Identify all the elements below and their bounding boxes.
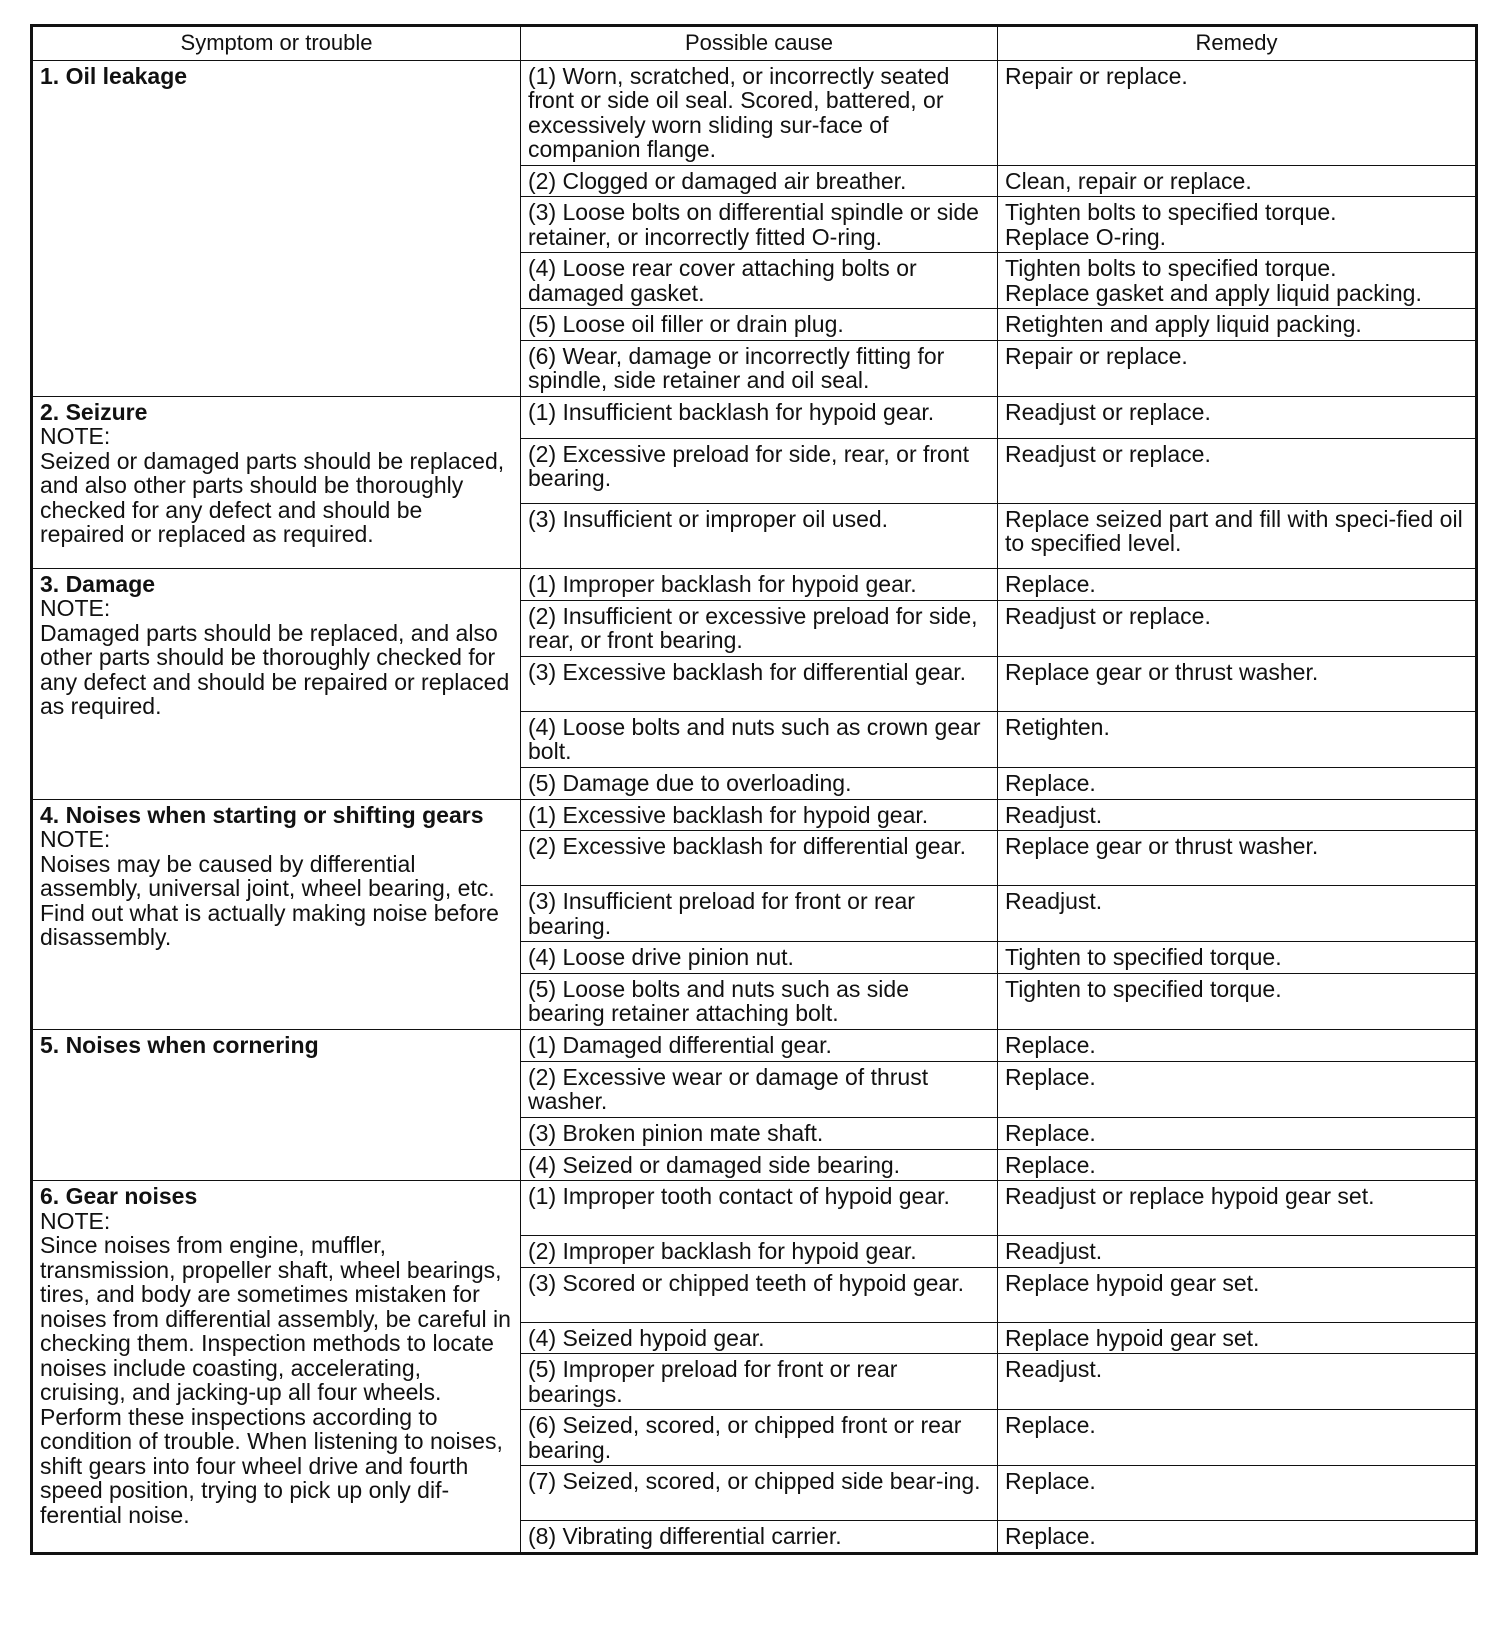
cause-text: (4) Loose rear cover attaching bolts or damaged gasket. bbox=[528, 255, 917, 306]
cause-cell bbox=[521, 1267, 998, 1322]
cause-text: (1) Damaged differential gear. bbox=[528, 1031, 832, 1058]
header-row bbox=[32, 26, 1477, 61]
cause-text: (5) Improper preload for front or rear bearings. bbox=[528, 1356, 898, 1407]
cause-text: (1) Improper backlash for hypoid gear. bbox=[528, 570, 917, 597]
symptom-title: 2. Seizure bbox=[40, 398, 148, 425]
remedy-text: Tighten bolts to specified torque. Replace gasket and apply liquid packing. bbox=[1005, 255, 1422, 306]
cause-cell bbox=[521, 1029, 998, 1061]
note-text: Seized or damaged parts should be replaced, and also other parts should be thoroughly checked for any defect and should be repaired or replaced as required. bbox=[40, 447, 505, 547]
remedy-text: Replace hypoid gear set. bbox=[1005, 1324, 1260, 1351]
remedy-cell bbox=[998, 973, 1477, 1029]
cause-cell bbox=[521, 503, 998, 568]
remedy-text: Replace. bbox=[1005, 1468, 1096, 1494]
remedy-cell bbox=[998, 1117, 1477, 1149]
cause-cell bbox=[521, 1322, 998, 1354]
remedy-text: Replace gear or thrust washer. bbox=[1005, 658, 1319, 685]
remedy-cell bbox=[998, 831, 1477, 886]
cause-cell bbox=[521, 973, 998, 1029]
cause-text: (3) Loose bolts on differential spindle or side retainer, or incorrectly fitted O-ring. bbox=[528, 199, 979, 250]
header-cause: Possible cause bbox=[521, 26, 998, 61]
cause-cell bbox=[521, 886, 998, 942]
remedy-text: Tighten to specified torque. bbox=[1005, 944, 1282, 970]
remedy-cell bbox=[998, 1236, 1477, 1268]
cause-text: (6) Wear, damage or incorrectly fitting for spindle, side retainer and oil seal. bbox=[528, 342, 945, 393]
note-label: NOTE: bbox=[40, 826, 111, 852]
cause-text: (4) Seized hypoid gear. bbox=[528, 1324, 765, 1351]
cause-cell bbox=[521, 1117, 998, 1149]
troubleshooting-table bbox=[30, 24, 1478, 1555]
header-remedy: Remedy bbox=[998, 26, 1477, 61]
cause-cell bbox=[521, 438, 998, 503]
remedy-text: Readjust. bbox=[1005, 1238, 1103, 1264]
remedy-cell bbox=[998, 503, 1477, 568]
remedy-cell bbox=[998, 942, 1477, 974]
remedy-text: Tighten bolts to specified torque. Replace O-ring. bbox=[1005, 199, 1337, 250]
remedy-cell bbox=[998, 656, 1477, 711]
cause-cell bbox=[521, 1354, 998, 1410]
note-label: NOTE: bbox=[40, 1207, 111, 1234]
symptom-title: 3. Damage bbox=[40, 570, 156, 597]
remedy-text: Readjust. bbox=[1005, 801, 1103, 828]
cause-text: (7) Seized, scored, or chipped side bear-ing. bbox=[528, 1468, 981, 1494]
cause-text: (3) Excessive backlash for differential gear. bbox=[528, 658, 967, 685]
cause-cell bbox=[521, 1181, 998, 1236]
remedy-text: Readjust or replace hypoid gear set. bbox=[1005, 1183, 1375, 1209]
remedy-text: Repair or replace. bbox=[1005, 342, 1188, 369]
cause-cell bbox=[521, 656, 998, 711]
cause-text: (2) Excessive backlash for differential gear. bbox=[528, 833, 967, 859]
remedy-cell bbox=[998, 1061, 1477, 1117]
remedy-text: Replace. bbox=[1005, 1412, 1096, 1438]
cause-text: (3) Broken pinion mate shaft. bbox=[528, 1119, 824, 1146]
cause-cell bbox=[521, 1149, 998, 1181]
remedy-cell bbox=[998, 1410, 1477, 1466]
cause-cell bbox=[521, 1410, 998, 1466]
cause-text: (2) Clogged or damaged air breather. bbox=[528, 167, 907, 194]
remedy-cell bbox=[998, 165, 1477, 197]
cause-cell bbox=[521, 309, 998, 341]
cause-cell bbox=[521, 60, 998, 165]
troubleshooting-sheet bbox=[30, 24, 1475, 1555]
cause-text: (8) Vibrating differential carrier. bbox=[528, 1523, 842, 1549]
remedy-cell bbox=[998, 1267, 1477, 1322]
remedy-cell bbox=[998, 1354, 1477, 1410]
table-row bbox=[32, 1181, 1477, 1236]
cause-cell bbox=[521, 1521, 998, 1554]
cause-text: (3) Insufficient preload for front or rear bearing. bbox=[528, 888, 915, 939]
note-label: NOTE: bbox=[40, 595, 111, 621]
remedy-text: Replace. bbox=[1005, 1063, 1096, 1090]
remedy-text: Retighten. bbox=[1005, 713, 1110, 740]
cause-cell bbox=[521, 165, 998, 197]
remedy-cell bbox=[998, 1322, 1477, 1354]
note-label: NOTE: bbox=[40, 423, 111, 449]
cause-text: (5) Damage due to overloading. bbox=[528, 769, 852, 796]
cause-text: (3) Scored or chipped teeth of hypoid gear. bbox=[528, 1269, 965, 1296]
symptom-cell bbox=[32, 799, 521, 1029]
remedy-text: Replace. bbox=[1005, 1119, 1096, 1146]
remedy-text: Replace seized part and fill with speci-fied oil to specified level. bbox=[1005, 505, 1463, 556]
remedy-text: Readjust. bbox=[1005, 1356, 1103, 1382]
cause-text: (5) Loose bolts and nuts such as side bearing retainer attaching bolt. bbox=[528, 975, 910, 1026]
symptom-title: 1. Oil leakage bbox=[40, 62, 188, 89]
remedy-cell bbox=[998, 568, 1477, 600]
cause-cell bbox=[521, 767, 998, 799]
cause-text: (4) Seized or damaged side bearing. bbox=[528, 1151, 901, 1178]
cause-text: (4) Loose drive pinion nut. bbox=[528, 944, 794, 970]
remedy-cell bbox=[998, 799, 1477, 831]
cause-text: (2) Insufficient or excessive preload for side, rear, or front bearing. bbox=[528, 602, 978, 653]
symptom-cell bbox=[32, 396, 521, 568]
remedy-text: Retighten and apply liquid packing. bbox=[1005, 311, 1362, 337]
cause-cell bbox=[521, 197, 998, 253]
cause-text: (1) Worn, scratched, or incorrectly seated front or side oil seal. Scored, battered, or excessively worn sliding sur-face of companion flange. bbox=[528, 62, 950, 162]
remedy-cell bbox=[998, 396, 1477, 438]
remedy-text: Replace. bbox=[1005, 1151, 1096, 1178]
cause-cell bbox=[521, 1061, 998, 1117]
remedy-cell bbox=[998, 600, 1477, 656]
table-row bbox=[32, 1029, 1477, 1061]
table-row bbox=[32, 568, 1477, 600]
symptom-cell bbox=[32, 568, 521, 799]
remedy-cell bbox=[998, 1181, 1477, 1236]
remedy-cell bbox=[998, 1466, 1477, 1521]
symptom-cell bbox=[32, 1029, 521, 1181]
symptom-title: 6. Gear noises bbox=[40, 1183, 198, 1209]
remedy-text: Repair or replace. bbox=[1005, 62, 1188, 89]
remedy-cell bbox=[998, 340, 1477, 396]
remedy-cell bbox=[998, 438, 1477, 503]
remedy-text: Replace. bbox=[1005, 570, 1096, 597]
remedy-text: Replace gear or thrust washer. bbox=[1005, 833, 1319, 859]
note-text: Since noises from engine, muffler, transmission, propeller shaft, wheel bearings, tires, and body are sometimes mistaken for noises from differential assembly, be careful in checking them. Inspection methods to locate noises include coasting, accelerating, cruising, and jacking-up all four wheels. Perform these inspections according to condition of trouble. When listening to noises, shift gears into four wheel drive and fourth speed position, trying to pick up only dif-ferential noise. bbox=[40, 1232, 511, 1528]
remedy-cell bbox=[998, 1149, 1477, 1181]
table-row bbox=[32, 60, 1477, 165]
symptom-title: 4. Noises when starting or shifting gears bbox=[40, 801, 484, 828]
cause-cell bbox=[521, 1466, 998, 1521]
cause-cell bbox=[521, 568, 998, 600]
cause-text: (1) Improper tooth contact of hypoid gear. bbox=[528, 1183, 950, 1209]
cause-cell bbox=[521, 711, 998, 767]
symptom-cell bbox=[32, 1181, 521, 1554]
remedy-text: Tighten to specified torque. bbox=[1005, 975, 1282, 1002]
cause-text: (5) Loose oil filler or drain plug. bbox=[528, 311, 844, 337]
table-row bbox=[32, 396, 1477, 438]
cause-text: (6) Seized, scored, or chipped front or rear bearing. bbox=[528, 1412, 962, 1463]
remedy-text: Replace. bbox=[1005, 769, 1096, 796]
cause-cell bbox=[521, 253, 998, 309]
remedy-cell bbox=[998, 711, 1477, 767]
cause-text: (3) Insufficient or improper oil used. bbox=[528, 505, 889, 532]
remedy-text: Readjust or replace. bbox=[1005, 440, 1211, 467]
remedy-cell bbox=[998, 1521, 1477, 1554]
cause-text: (1) Insufficient backlash for hypoid gear. bbox=[528, 398, 935, 425]
table-row bbox=[32, 799, 1477, 831]
remedy-text: Replace hypoid gear set. bbox=[1005, 1269, 1260, 1296]
cause-cell bbox=[521, 831, 998, 886]
remedy-text: Replace. bbox=[1005, 1523, 1096, 1549]
table-body bbox=[32, 60, 1477, 1553]
remedy-cell bbox=[998, 1029, 1477, 1061]
remedy-text: Replace. bbox=[1005, 1031, 1096, 1058]
remedy-cell bbox=[998, 309, 1477, 341]
symptom-cell bbox=[32, 60, 521, 396]
remedy-text: Clean, repair or replace. bbox=[1005, 167, 1252, 194]
cause-cell bbox=[521, 396, 998, 438]
note-text: Damaged parts should be replaced, and also other parts should be thoroughly checked for any defect and should be repaired or replaced as required. bbox=[40, 619, 510, 719]
cause-text: (2) Improper backlash for hypoid gear. bbox=[528, 1238, 917, 1264]
remedy-cell bbox=[998, 767, 1477, 799]
remedy-text: Readjust or replace. bbox=[1005, 398, 1211, 425]
cause-cell bbox=[521, 340, 998, 396]
remedy-text: Readjust or replace. bbox=[1005, 602, 1211, 629]
cause-cell bbox=[521, 942, 998, 974]
cause-cell bbox=[521, 600, 998, 656]
cause-cell bbox=[521, 1236, 998, 1268]
remedy-cell bbox=[998, 197, 1477, 253]
cause-text: (1) Excessive backlash for hypoid gear. bbox=[528, 801, 929, 828]
note-text: Noises may be caused by differential assembly, universal joint, wheel bearing, etc. Find out what is actually making noise before disassembly. bbox=[40, 850, 499, 950]
cause-text: (2) Excessive preload for side, rear, or front bearing. bbox=[528, 440, 970, 491]
header-symptom: Symptom or trouble bbox=[32, 26, 521, 61]
cause-cell bbox=[521, 799, 998, 831]
symptom-title: 5. Noises when cornering bbox=[40, 1031, 319, 1058]
remedy-text: Readjust. bbox=[1005, 888, 1103, 914]
cause-text: (2) Excessive wear or damage of thrust washer. bbox=[528, 1063, 929, 1114]
remedy-cell bbox=[998, 886, 1477, 942]
remedy-cell bbox=[998, 253, 1477, 309]
cause-text: (4) Loose bolts and nuts such as crown gear bolt. bbox=[528, 713, 981, 764]
remedy-cell bbox=[998, 60, 1477, 165]
